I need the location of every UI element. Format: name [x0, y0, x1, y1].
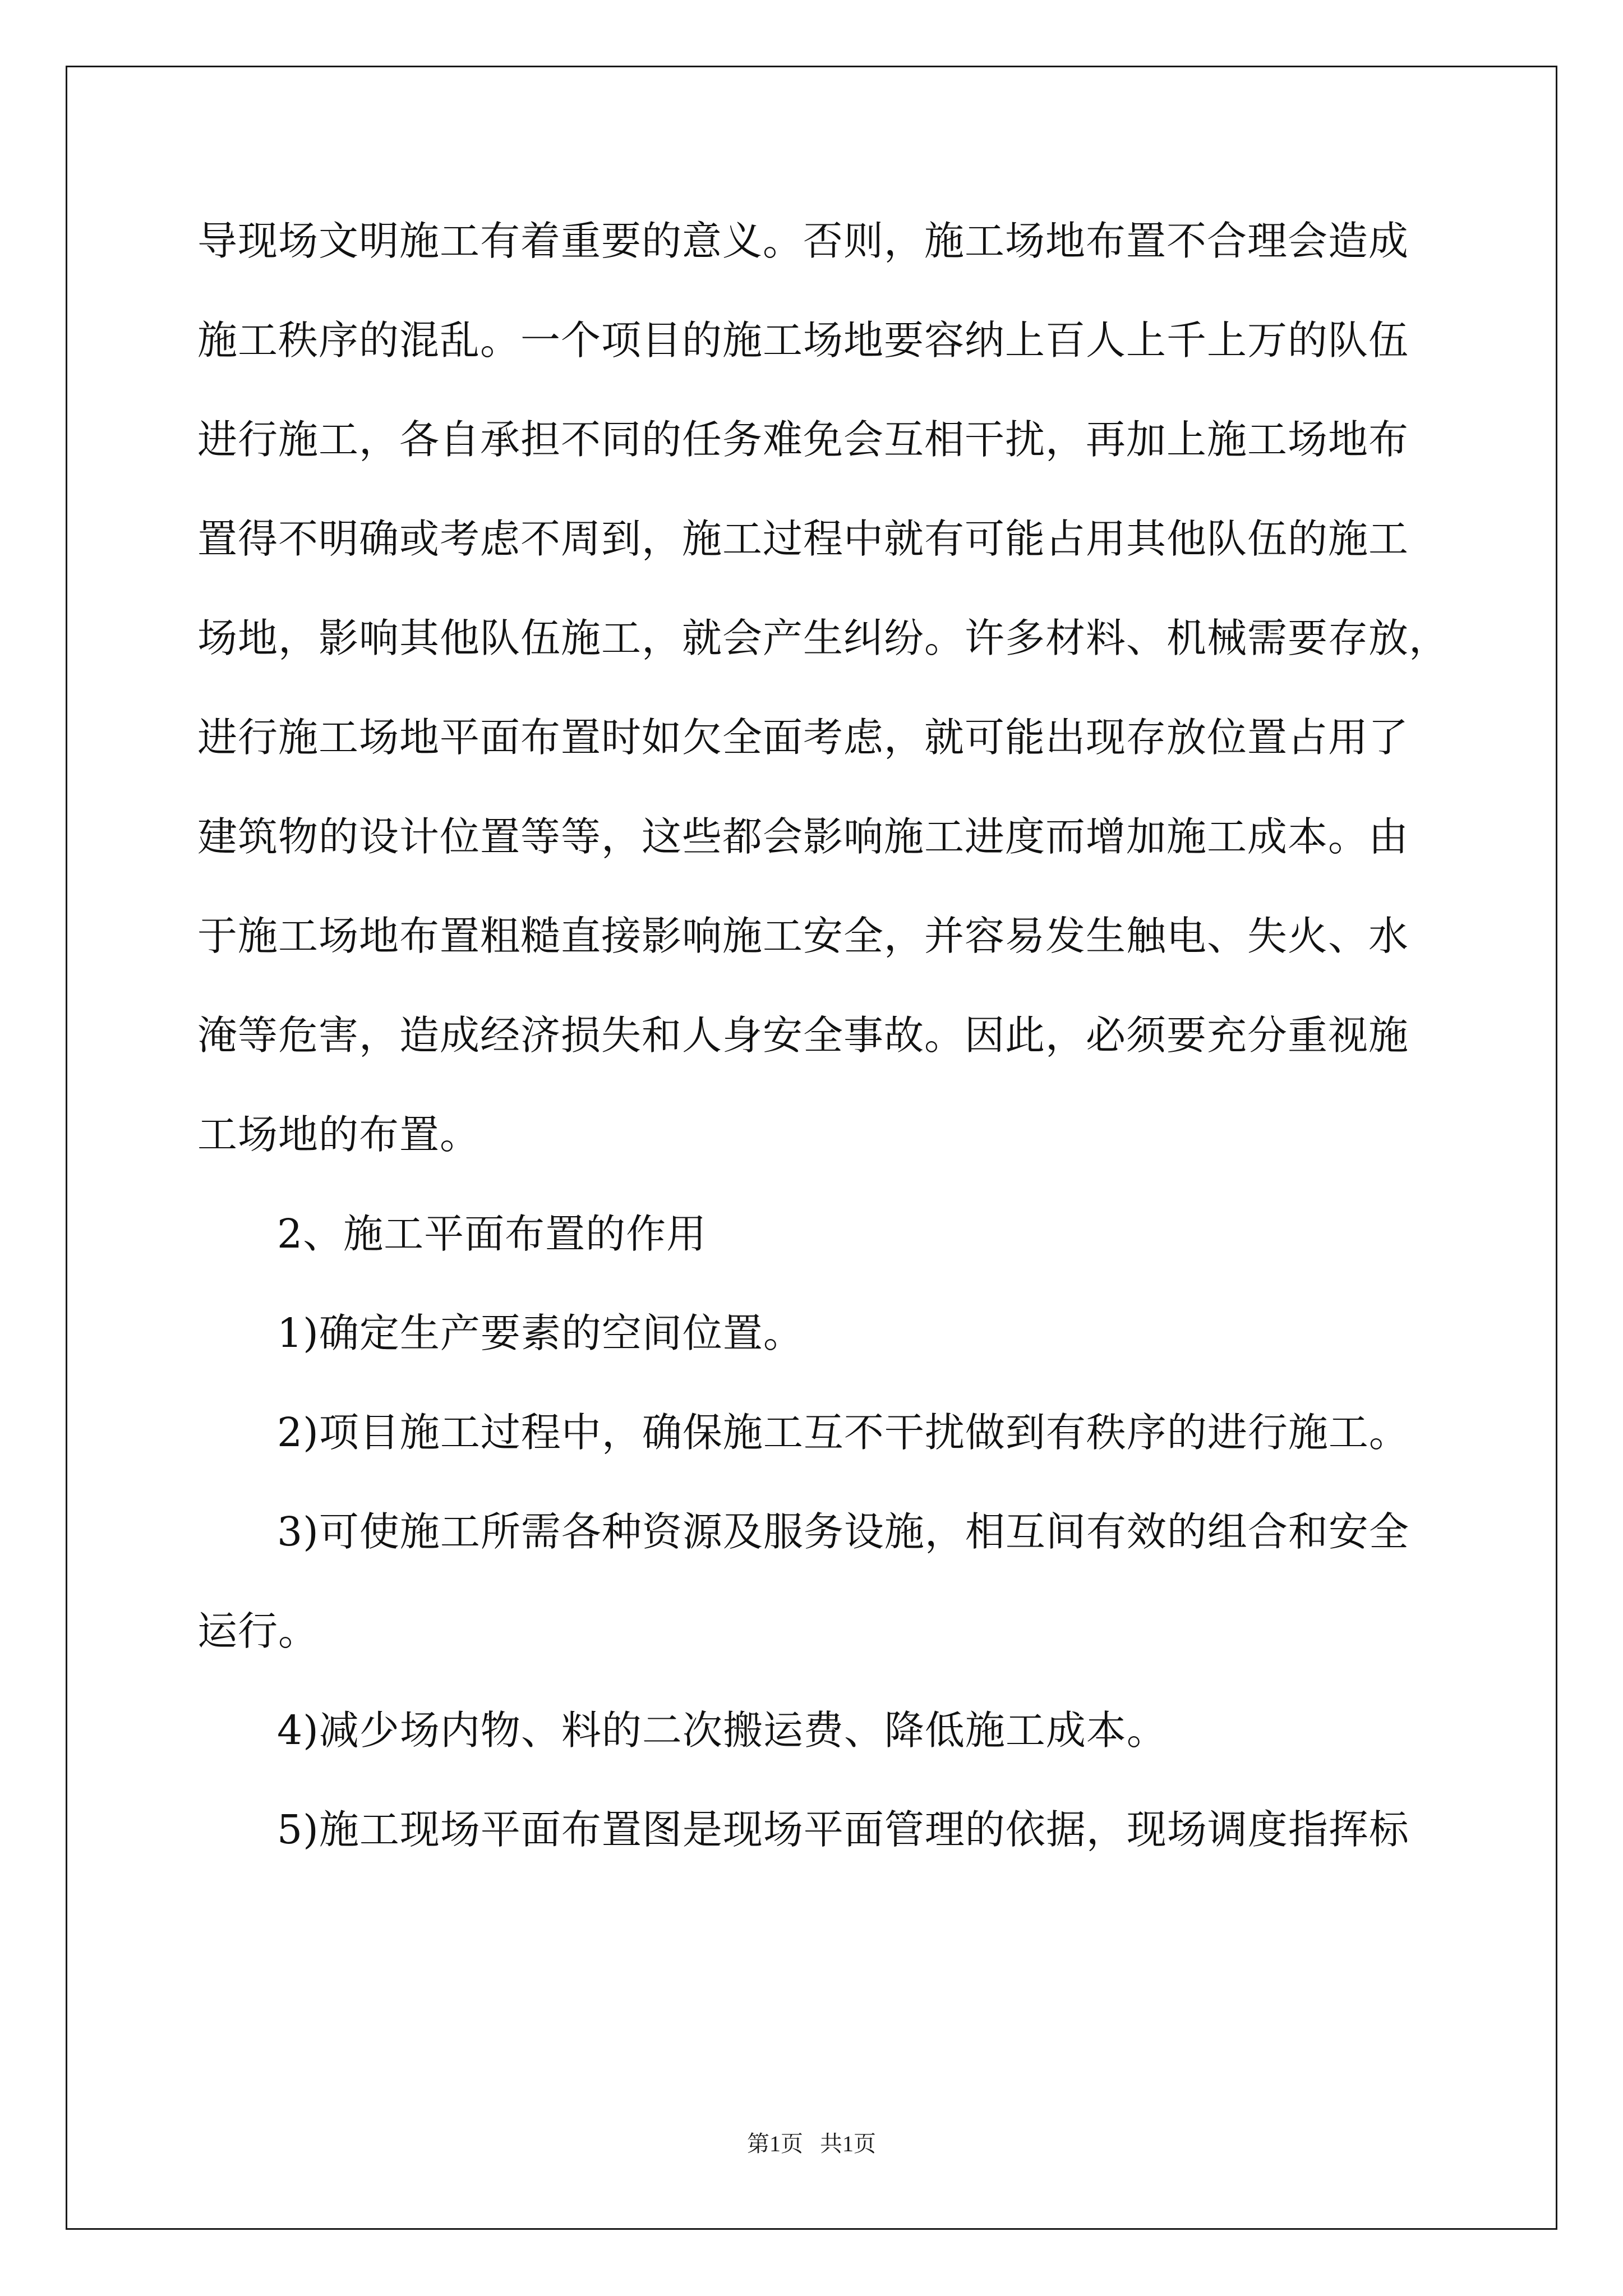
- paragraph-line: 置得不明确或考虑不周到，施工过程中就有可能占用其他队伍的施工: [197, 516, 1409, 562]
- list-item-continuation: 运行。: [197, 1608, 319, 1654]
- paragraph-line: 导现场文明施工有着重要的意义。否则，施工场地布置不合理会造成: [197, 218, 1409, 264]
- list-item: 2)项目施工过程中，确保施工互不干扰做到有秩序的进行施工。: [277, 1409, 1409, 1456]
- paragraph-line: 进行施工场地平面布置时如欠全面考虑，就可能出现存放位置占用了: [197, 714, 1409, 761]
- paragraph-line: 进行施工，各自承担不同的任务难免会互相干扰，再加上施工场地布: [197, 416, 1409, 463]
- paragraph-line: 淹等危害，造成经济损失和人身安全事故。因此，必须要充分重视施: [197, 1012, 1409, 1059]
- list-item: 3)可使施工所需各种资源及服务设施，相互间有效的组合和安全: [277, 1508, 1409, 1555]
- list-item: 5)施工现场平面布置图是现场平面管理的依据，现场调度指挥标: [277, 1806, 1409, 1853]
- paragraph-line: 施工秩序的混乱。一个项目的施工场地要容纳上百人上千上万的队伍: [197, 317, 1409, 364]
- paragraph-line: 建筑物的设计位置等等，这些都会影响施工进度而增加施工成本。由: [197, 813, 1409, 860]
- page-footer: 第1页 共1页: [747, 2131, 876, 2156]
- paragraph-line: 工场地的布置。: [197, 1111, 481, 1158]
- paragraph-line: 场地，影响其他队伍施工，就会产生纠纷。许多材料、机械需要存放，: [197, 615, 1450, 661]
- paragraph-line: 于施工场地布置粗糙直接影响施工安全，并容易发生触电、失火、水: [197, 913, 1409, 959]
- section-heading: 2、施工平面布置的作用: [277, 1211, 707, 1257]
- list-item: 4)减少场内物、料的二次搬运费、降低施工成本。: [277, 1707, 1167, 1754]
- list-item: 1)确定生产要素的空间位置。: [277, 1310, 804, 1356]
